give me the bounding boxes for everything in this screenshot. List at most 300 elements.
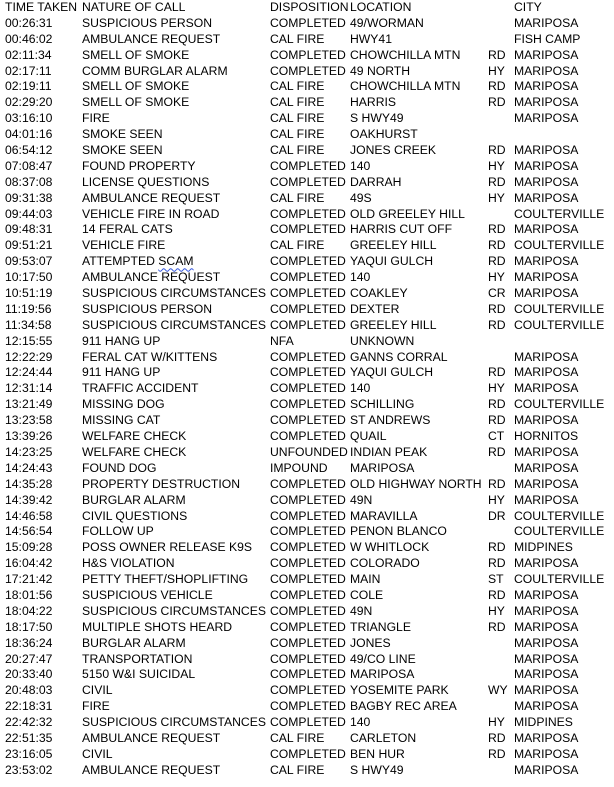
cell-disposition: COMPLETED [270, 508, 346, 523]
cell-location: W WHITLOCK [350, 540, 430, 555]
cell-location: OLD HIGHWAY NORTH [350, 476, 482, 491]
cell-disposition: COMPLETED [270, 715, 346, 730]
cell-disposition: COMPLETED [270, 619, 346, 634]
cell-street-suffix: RD [488, 317, 506, 332]
cell-location: COLORADO [350, 556, 420, 571]
cell-location: BEN HUR [350, 746, 405, 761]
cell-time: 13:23:58 [5, 413, 53, 428]
cell-location: OAKHURST [350, 127, 418, 142]
cell-disposition: COMPLETED [270, 572, 346, 587]
cell-city: FISH CAMP [514, 31, 581, 46]
table-row [0, 318, 614, 334]
cell-disposition: COMPLETED [270, 683, 346, 698]
table-row [0, 64, 614, 80]
cell-nature-of-call: FOUND DOG [82, 460, 157, 475]
cell-nature-of-call: WELFARE CHECK [82, 444, 187, 459]
cell-time: 14:23:25 [5, 444, 53, 459]
table-row [0, 238, 614, 254]
cell-time: 23:16:05 [5, 746, 53, 761]
cell-nature-of-call: SUSPICIOUS CIRCUMSTANCES [82, 715, 266, 730]
cell-time: 14:35:28 [5, 476, 53, 491]
cell-disposition: COMPLETED [270, 47, 346, 62]
cell-city: COULTERVILLE [514, 206, 605, 221]
table-header-row [0, 0, 614, 16]
cell-nature-of-call: AMBULANCE REQUEST [82, 31, 221, 46]
table-row [0, 652, 614, 668]
table-row [0, 191, 614, 207]
cell-city: MARIPOSA [514, 158, 579, 173]
cell-nature-of-call: 911 HANG UP [82, 365, 161, 380]
table-row [0, 588, 614, 604]
cell-disposition: COMPLETED [270, 429, 346, 444]
table-row [0, 715, 614, 731]
header-city: CITY [514, 0, 542, 14]
table-row [0, 445, 614, 461]
cell-location: MARIPOSA [350, 667, 415, 682]
cell-nature-of-call: SUSPICIOUS CIRCUMSTANCES [82, 286, 266, 301]
cell-nature-of-call: 14 FERAL CATS [82, 222, 173, 237]
cell-location: BAGBY REC AREA [350, 699, 457, 714]
cell-location: OLD GREELEY HILL [350, 206, 465, 221]
header-time-taken: TIME TAKEN [5, 0, 78, 14]
cell-street-suffix: RD [488, 730, 506, 745]
cell-street-suffix: RD [488, 397, 506, 412]
cell-city: MARIPOSA [514, 619, 579, 634]
cell-location: DARRAH [350, 174, 402, 189]
cell-time: 10:51:19 [5, 286, 53, 301]
cell-location: MARAVILLA [350, 508, 418, 523]
cell-nature-of-call: MULTIPLE SHOTS HEARD [82, 619, 233, 634]
cell-location: MAIN [350, 572, 381, 587]
cell-city: MARIPOSA [514, 492, 579, 507]
cell-location: 140 [350, 270, 371, 285]
cell-time: 18:01:56 [5, 587, 53, 602]
cell-time: 06:54:12 [5, 143, 53, 158]
table-row [0, 636, 614, 652]
cell-location: COAKLEY [350, 286, 408, 301]
cell-time: 11:19:56 [5, 301, 52, 316]
cell-time: 07:08:47 [5, 158, 53, 173]
cell-nature-of-call: BURGLAR ALARM [82, 492, 186, 507]
cell-street-suffix: RD [488, 413, 506, 428]
cell-nature-of-call: SMELL OF SMOKE [82, 95, 190, 110]
cell-location: 49/CO LINE [350, 651, 416, 666]
cell-disposition: COMPLETED [270, 349, 346, 364]
table-row [0, 572, 614, 588]
cell-time: 12:24:44 [5, 365, 53, 380]
table-row [0, 16, 614, 32]
cell-time: 18:04:22 [5, 603, 53, 618]
cell-nature-of-call: FERAL CAT W/KITTENS [82, 349, 218, 364]
cell-time: 14:24:43 [5, 460, 53, 475]
cell-nature-of-call: H&S VIOLATION [82, 556, 175, 571]
cell-street-suffix: DR [488, 508, 506, 523]
cell-city: MARIPOSA [514, 381, 579, 396]
cell-city: MIDPINES [514, 715, 573, 730]
cell-location: PENON BLANCO [350, 524, 447, 539]
cell-time: 00:46:02 [5, 31, 53, 46]
cell-location: 49 NORTH [350, 63, 411, 78]
cell-street-suffix: RD [488, 476, 506, 491]
cell-disposition: COMPLETED [270, 746, 346, 761]
cell-time: 00:26:31 [5, 15, 53, 30]
cell-city: MARIPOSA [514, 587, 579, 602]
cell-time: 04:01:16 [5, 127, 53, 142]
cell-disposition: COMPLETED [270, 317, 346, 332]
cell-nature-of-call: SUSPICIOUS CIRCUMSTANCES [82, 603, 266, 618]
cell-time: 14:39:42 [5, 492, 53, 507]
cell-location: 140 [350, 158, 371, 173]
cell-nature-of-call: LICENSE QUESTIONS [82, 174, 210, 189]
cell-nature-of-call: VEHICLE FIRE [82, 238, 166, 253]
cell-nature-of-call: CIVIL [82, 746, 113, 761]
cell-location: 49S [350, 190, 372, 205]
cell-disposition: CAL FIRE [270, 143, 325, 158]
cell-nature-of-call: ATTEMPTED SCAM [82, 254, 194, 269]
cell-nature-of-call: FIRE [82, 111, 110, 126]
cell-street-suffix: RD [488, 587, 506, 602]
table-row [0, 381, 614, 397]
table-row [0, 397, 614, 413]
table-body [0, 16, 614, 779]
cell-city: COULTERVILLE [514, 572, 605, 587]
cell-location: JONES CREEK [350, 143, 437, 158]
cell-disposition: NFA [270, 333, 294, 348]
cell-time: 02:19:11 [5, 79, 52, 94]
cell-disposition: COMPLETED [270, 413, 346, 428]
cell-city: MARIPOSA [514, 15, 579, 30]
cell-disposition: COMPLETED [270, 603, 346, 618]
cell-city: MARIPOSA [514, 635, 579, 650]
cell-location: UNKNOWN [350, 333, 415, 348]
table-row [0, 334, 614, 350]
cell-street-suffix: RD [488, 619, 506, 634]
cell-city: MARIPOSA [514, 190, 579, 205]
table-row [0, 556, 614, 572]
cell-time: 13:21:49 [5, 397, 53, 412]
cell-time: 22:42:32 [5, 715, 53, 730]
cell-location: YAQUI GULCH [350, 254, 434, 269]
cell-city: MARIPOSA [514, 174, 579, 189]
cell-location: 140 [350, 715, 371, 730]
table-row [0, 540, 614, 556]
table-row [0, 763, 614, 779]
cell-disposition: UNFOUNDED [270, 444, 348, 459]
cell-city: MARIPOSA [514, 79, 579, 94]
cell-time: 02:29:20 [5, 95, 53, 110]
cell-location: HARRIS CUT OFF [350, 222, 453, 237]
table-row [0, 350, 614, 366]
cell-nature-of-call: SUSPICIOUS CIRCUMSTANCES [82, 317, 266, 332]
table-row [0, 731, 614, 747]
cell-disposition: COMPLETED [270, 635, 346, 650]
table-row [0, 667, 614, 683]
cell-nature-of-call: 5150 W&I SUICIDAL [82, 667, 196, 682]
cell-location: CHOWCHILLA MTN [350, 79, 461, 94]
cell-time: 22:51:35 [5, 730, 53, 745]
cell-location: YAQUI GULCH [350, 365, 434, 380]
cell-location: TRIANGLE [350, 619, 411, 634]
table-row [0, 493, 614, 509]
cell-nature-of-call: SUSPICIOUS PERSON [82, 15, 213, 30]
cell-disposition: COMPLETED [270, 301, 346, 316]
cell-location: S HWY49 [350, 762, 404, 777]
cell-time: 17:21:42 [5, 572, 53, 587]
cell-nature-of-call: SMOKE SEEN [82, 143, 163, 158]
cell-street-suffix: RD [488, 47, 506, 62]
cell-city: MARIPOSA [514, 222, 579, 237]
cell-street-suffix: HY [488, 158, 505, 173]
cell-nature-of-call: SMOKE SEEN [82, 127, 163, 142]
cell-city: MARIPOSA [514, 603, 579, 618]
cell-disposition: COMPLETED [270, 174, 346, 189]
cell-city: MARIPOSA [514, 699, 579, 714]
cell-city: COULTERVILLE [514, 508, 605, 523]
cell-nature-of-call: SMELL OF SMOKE [82, 79, 190, 94]
cell-nature-of-call: POSS OWNER RELEASE K9S [82, 540, 253, 555]
cell-city: MARIPOSA [514, 413, 579, 428]
cell-street-suffix: ST [488, 572, 504, 587]
cell-city: MARIPOSA [514, 683, 579, 698]
cell-time: 12:15:55 [5, 333, 53, 348]
cell-time: 20:48:03 [5, 683, 53, 698]
table-row [0, 270, 614, 286]
cell-street-suffix: RD [488, 301, 506, 316]
cell-location: COLE [350, 587, 384, 602]
cell-disposition: COMPLETED [270, 651, 346, 666]
cell-location: YOSEMITE PARK [350, 683, 449, 698]
cell-street-suffix: WY [488, 683, 508, 698]
cell-location: JONES [350, 635, 391, 650]
cell-disposition: COMPLETED [270, 254, 346, 269]
cell-location: 49N [350, 603, 373, 618]
cell-nature-of-call: TRAFFIC ACCIDENT [82, 381, 199, 396]
cell-street-suffix: RD [488, 174, 506, 189]
table-row [0, 48, 614, 64]
cell-city: MARIPOSA [514, 63, 579, 78]
cell-disposition: COMPLETED [270, 63, 346, 78]
cell-location: CHOWCHILLA MTN [350, 47, 461, 62]
cell-time: 23:53:02 [5, 762, 53, 777]
table-row [0, 413, 614, 429]
cell-location: GANNS CORRAL [350, 349, 448, 364]
cell-city: MARIPOSA [514, 730, 579, 745]
cell-location: 49/WORMAN [350, 15, 424, 30]
cell-city: MARIPOSA [514, 460, 579, 475]
cell-street-suffix: RD [488, 238, 506, 253]
cell-street-suffix: HY [488, 715, 505, 730]
cell-disposition: CAL FIRE [270, 190, 325, 205]
cell-city: MARIPOSA [514, 667, 579, 682]
cell-disposition: CAL FIRE [270, 79, 325, 94]
table-row [0, 175, 614, 191]
cell-location: MARIPOSA [350, 460, 415, 475]
cell-disposition: CAL FIRE [270, 111, 325, 126]
cell-nature-of-call: AMBULANCE REQUEST [82, 730, 221, 745]
cell-nature-of-call: SMELL OF SMOKE [82, 47, 190, 62]
cell-disposition: COMPLETED [270, 158, 346, 173]
cell-disposition: COMPLETED [270, 286, 346, 301]
table-row [0, 620, 614, 636]
table-row [0, 159, 614, 175]
table-row [0, 524, 614, 540]
cell-city: MARIPOSA [514, 349, 579, 364]
cell-city: COULTERVILLE [514, 238, 605, 253]
cell-nature-of-call: AMBULANCE REQUEST [82, 762, 221, 777]
header-nature-of-call: NATURE OF CALL [82, 0, 186, 14]
cell-location: CARLETON [350, 730, 417, 745]
cell-city: MARIPOSA [514, 111, 579, 126]
cell-street-suffix: RD [488, 746, 506, 761]
cell-disposition: COMPLETED [270, 540, 346, 555]
cell-city: MARIPOSA [514, 746, 579, 761]
cell-nature-of-call: FOUND PROPERTY [82, 158, 196, 173]
cell-nature-of-call: MISSING CAT [82, 413, 161, 428]
cell-city: MARIPOSA [514, 47, 579, 62]
cell-time: 20:33:40 [5, 667, 53, 682]
cell-nature-of-call: SUSPICIOUS PERSON [82, 301, 213, 316]
cell-street-suffix: RD [488, 95, 506, 110]
cell-nature-of-call: CIVIL [82, 683, 113, 698]
cell-city: MARIPOSA [514, 365, 579, 380]
cell-nature-of-call: FIRE [82, 699, 110, 714]
table-row [0, 79, 614, 95]
cell-time: 09:51:21 [5, 238, 53, 253]
cell-time: 20:27:47 [5, 651, 53, 666]
cell-nature-of-call: AMBULANCE REQUEST [82, 270, 221, 285]
cell-disposition: CAL FIRE [270, 730, 325, 745]
cell-disposition: COMPLETED [270, 587, 346, 602]
table-row [0, 604, 614, 620]
cell-street-suffix: RD [488, 222, 506, 237]
cell-time: 09:31:38 [5, 190, 53, 205]
cell-time: 14:46:58 [5, 508, 53, 523]
cell-disposition: COMPLETED [270, 206, 346, 221]
cell-disposition: IMPOUND [270, 460, 328, 475]
cell-nature-of-call: COMM BURGLAR ALARM [82, 63, 228, 78]
cell-time: 12:22:29 [5, 349, 53, 364]
cell-street-suffix: CT [488, 429, 505, 444]
cell-nature-of-call: PROPERTY DESTRUCTION [82, 476, 241, 491]
cell-time: 14:56:54 [5, 524, 53, 539]
cell-location: HWY41 [350, 31, 392, 46]
cell-city: MARIPOSA [514, 286, 579, 301]
cell-nature-of-call: CIVIL QUESTIONS [82, 508, 188, 523]
cell-location: 140 [350, 381, 371, 396]
cell-location: DEXTER [350, 301, 400, 316]
table-row [0, 111, 614, 127]
cell-time: 09:53:07 [5, 254, 53, 269]
cell-city: MIDPINES [514, 540, 573, 555]
cell-disposition: COMPLETED [270, 699, 346, 714]
cell-time: 18:36:24 [5, 635, 53, 650]
table-row [0, 683, 614, 699]
cell-street-suffix: RD [488, 540, 506, 555]
cell-city: HORNITOS [514, 429, 579, 444]
table-row [0, 222, 614, 238]
cell-city: COULTERVILLE [514, 301, 605, 316]
cell-disposition: COMPLETED [270, 397, 346, 412]
table-row [0, 302, 614, 318]
cell-location: GREELEY HILL [350, 238, 437, 253]
table-row [0, 286, 614, 302]
cell-location: 49N [350, 492, 373, 507]
cell-time: 03:16:10 [5, 111, 53, 126]
cell-location: SCHILLING [350, 397, 415, 412]
cell-time: 18:17:50 [5, 619, 53, 634]
cell-time: 12:31:14 [5, 381, 53, 396]
cell-city: MARIPOSA [514, 556, 579, 571]
cell-city: MARIPOSA [514, 762, 579, 777]
table-row [0, 461, 614, 477]
table-row [0, 95, 614, 111]
header-disposition: DISPOSITION [270, 0, 349, 14]
cell-time: 22:18:31 [5, 699, 53, 714]
cell-time: 02:17:11 [5, 63, 52, 78]
cell-street-suffix: HY [488, 603, 505, 618]
cell-disposition: CAL FIRE [270, 762, 325, 777]
cell-nature-of-call: BURGLAR ALARM [82, 635, 186, 650]
cell-nature-of-call: WELFARE CHECK [82, 429, 187, 444]
cell-time: 13:39:26 [5, 429, 53, 444]
cell-street-suffix: HY [488, 381, 505, 396]
table-row [0, 365, 614, 381]
cell-nature-of-call: 911 HANG UP [82, 333, 161, 348]
cell-nature-of-call: MISSING DOG [82, 397, 165, 412]
cell-street-suffix: RD [488, 365, 506, 380]
cell-disposition: CAL FIRE [270, 238, 325, 253]
cell-disposition: COMPLETED [270, 365, 346, 380]
cell-street-suffix: RD [488, 556, 506, 571]
cell-location: S HWY49 [350, 111, 404, 126]
cell-nature-of-call: VEHICLE FIRE IN ROAD [82, 206, 220, 221]
cell-location: ST ANDREWS [350, 413, 431, 428]
cell-time: 02:11:34 [5, 47, 52, 62]
cell-city: MARIPOSA [514, 476, 579, 491]
cell-time: 09:48:31 [5, 222, 53, 237]
cell-disposition: COMPLETED [270, 556, 346, 571]
cell-city: COULTERVILLE [514, 397, 605, 412]
cell-disposition: COMPLETED [270, 15, 346, 30]
table-row [0, 699, 614, 715]
cell-street-suffix: CR [488, 286, 506, 301]
table-row [0, 207, 614, 223]
cell-disposition: CAL FIRE [270, 95, 325, 110]
cell-city: MARIPOSA [514, 444, 579, 459]
cell-city: COULTERVILLE [514, 524, 605, 539]
cell-disposition: COMPLETED [270, 524, 346, 539]
cell-nature-of-call: SUSPICIOUS VEHICLE [82, 587, 213, 602]
cell-time: 11:34:58 [5, 317, 52, 332]
cell-disposition: COMPLETED [270, 381, 346, 396]
table-row [0, 254, 614, 270]
cell-time: 08:37:08 [5, 174, 53, 189]
cell-city: COULTERVILLE [514, 317, 605, 332]
table-row [0, 429, 614, 445]
cell-disposition: COMPLETED [270, 222, 346, 237]
cell-location: HARRIS [350, 95, 397, 110]
table-row [0, 127, 614, 143]
cell-city: MARIPOSA [514, 651, 579, 666]
cell-city: MARIPOSA [514, 254, 579, 269]
cell-nature-of-call: TRANSPORTATION [82, 651, 193, 666]
cell-disposition: COMPLETED [270, 270, 346, 285]
cell-street-suffix: RD [488, 143, 506, 158]
cell-disposition: CAL FIRE [270, 127, 325, 142]
cell-city: MARIPOSA [514, 143, 579, 158]
table-row [0, 509, 614, 525]
cell-location: INDIAN PEAK [350, 444, 428, 459]
